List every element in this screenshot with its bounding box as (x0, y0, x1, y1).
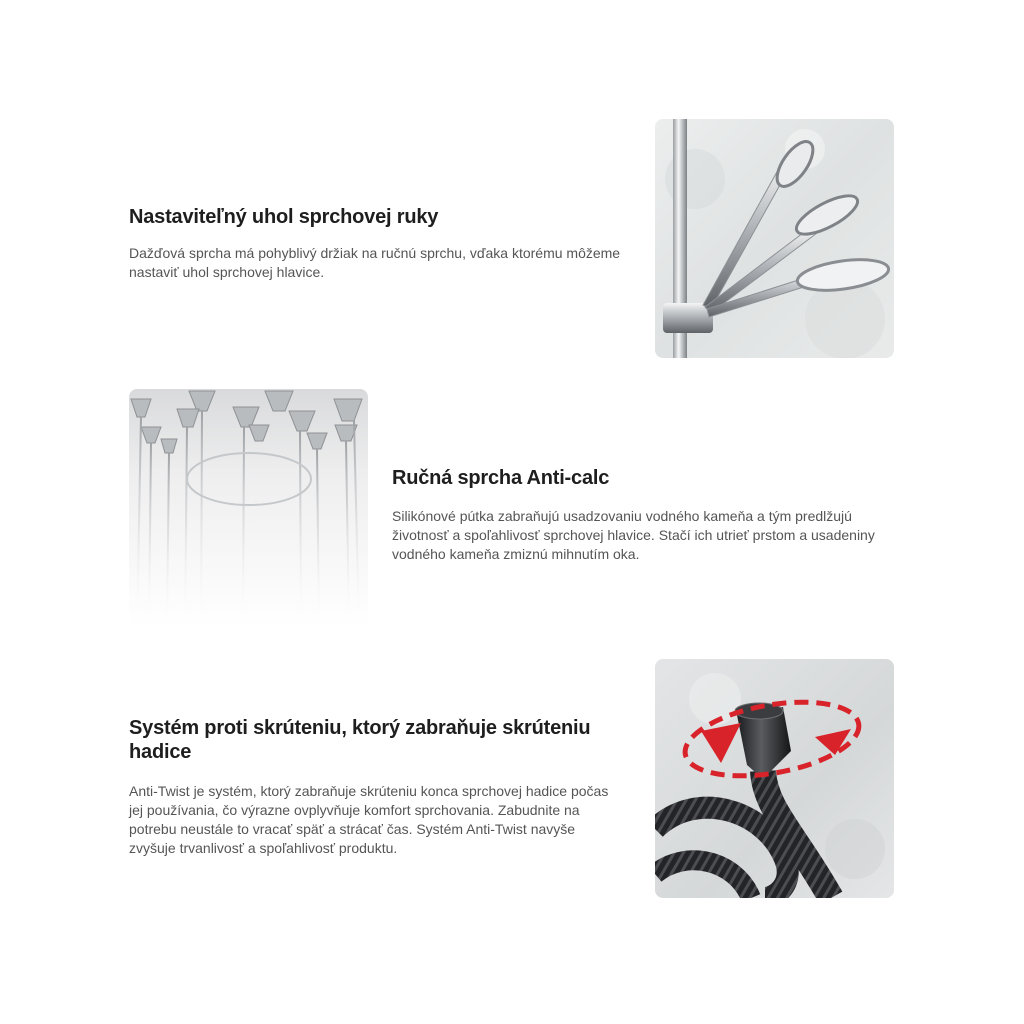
anti-twist-hose-image (655, 659, 894, 898)
adjustable-shower-head-image (655, 119, 894, 358)
feature-text (129, 205, 629, 282)
feature-title: Systém proti skrúteniu, ktorý zabraňuje skrúteniu hadice (129, 717, 591, 763)
feature-description: Silikónové pútka zabraňujú usadzovaniu vodného kameňa a tým predlžujú životnosť a spoľahlivosť sprchovej hlavice. Stačí ich utrieť prstom a usadeniny vodného kameňa zmiznú mihnutím oka. (392, 508, 875, 562)
hose-illustration (655, 659, 894, 898)
feature-title: Nastaviteľný uhol sprchovej ruky (129, 206, 439, 228)
feature-title: Ručná sprcha Anti-calc (392, 467, 610, 489)
nozzles-illustration (129, 389, 368, 628)
shower-head-illustration (655, 119, 894, 358)
feature-text (392, 466, 882, 564)
feature-description: Dažďová sprcha má pohyblivý držiak na ručnú sprchu, vďaka ktorému môžeme nastaviť uhol sprchovej hlavice. (129, 245, 621, 280)
anti-calc-nozzles-image (129, 389, 368, 628)
feature-text (129, 716, 609, 858)
feature-description: Anti-Twist je systém, ktorý zabraňuje skrúteniu konca sprchovej hadice počas jej používania, čo výrazne ovplyvňuje komfort sprchovania. Zabudnite na potrebu neustále to vracať späť a strácať čas. Systém Anti-Twist navyše zvyšuje trvanlivosť a spoľahlivosť produktu. (129, 783, 609, 856)
